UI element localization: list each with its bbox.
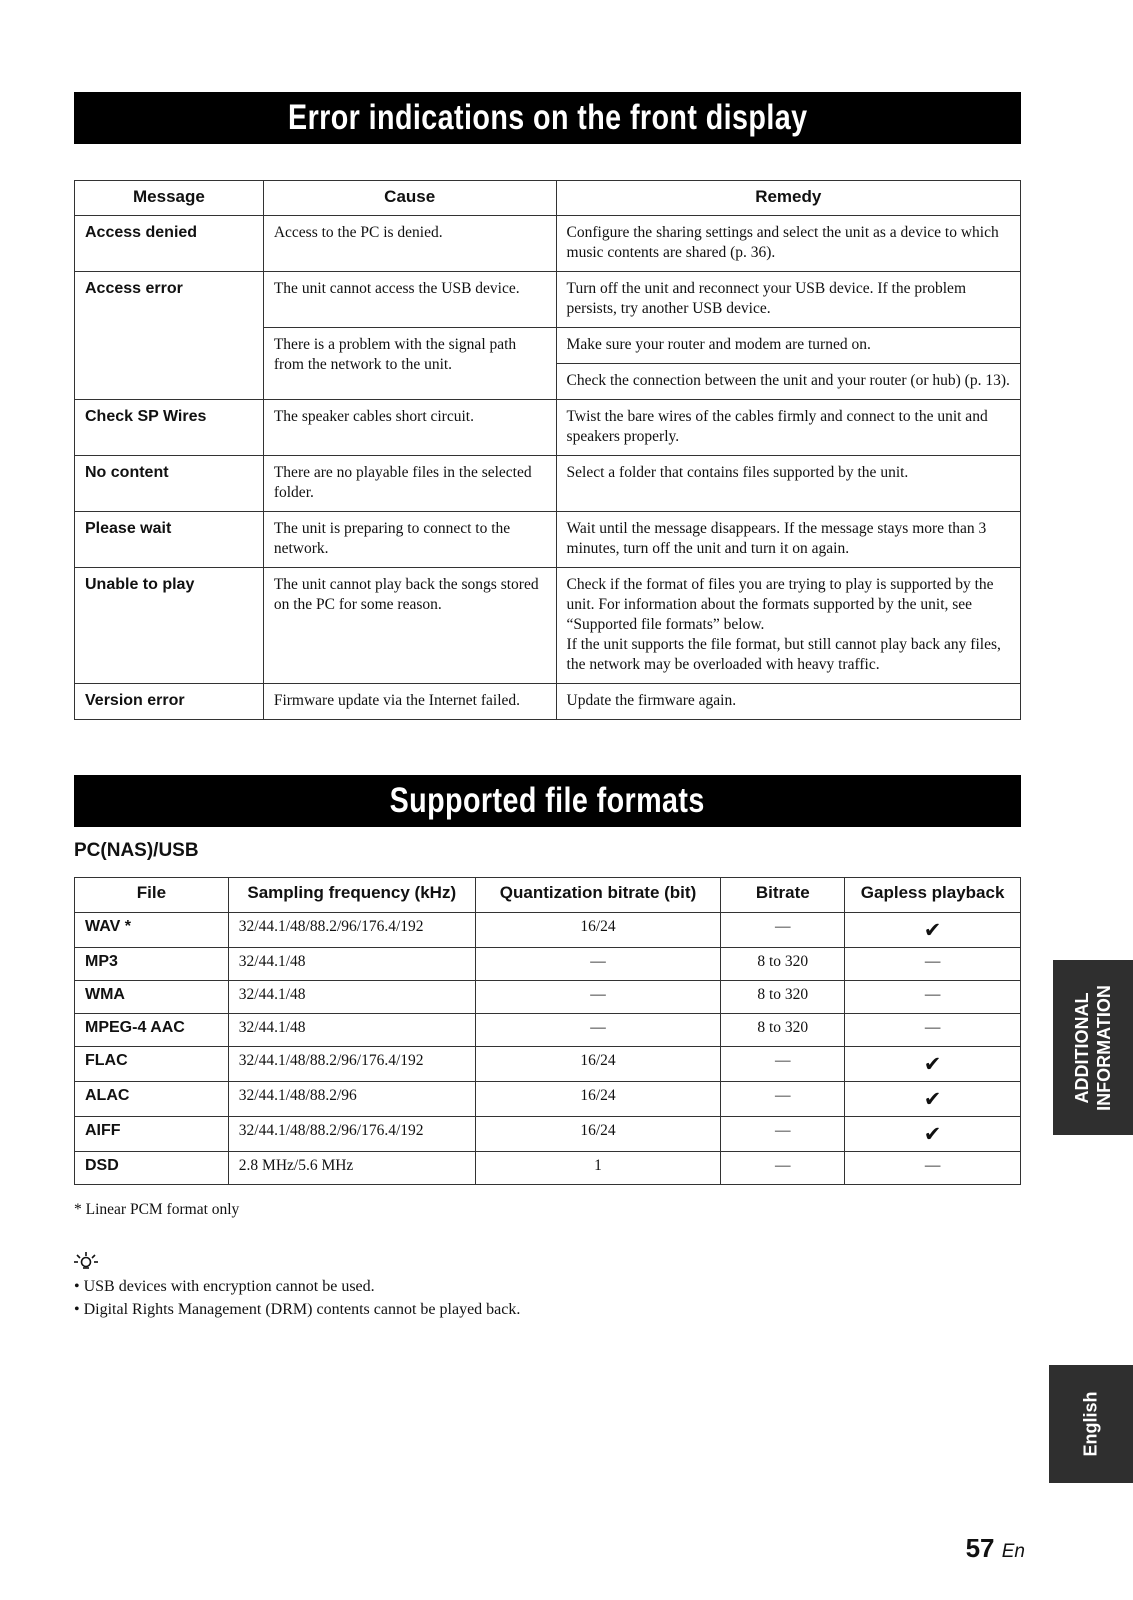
format-gapless-playback: ✔ bbox=[845, 913, 1021, 948]
formats-table bbox=[74, 877, 1021, 1185]
format-file: MP3 bbox=[75, 948, 229, 981]
format-bitrate: 8 to 320 bbox=[721, 981, 845, 1014]
formats-table-header bbox=[75, 878, 1021, 913]
error-remedy: Select a folder that contains files supported by the unit. bbox=[556, 456, 1020, 512]
tab-label: English bbox=[1080, 1391, 1101, 1457]
error-section-title: Error indications on the front display bbox=[74, 92, 1021, 144]
page-language: En bbox=[1001, 1541, 1025, 1562]
error-remedy: Wait until the message disappears. If the message stays more than 3 minutes, turn off the unit and turn it on again. bbox=[556, 512, 1020, 568]
error-remedy-line: Check if the format of files you are trying to play is supported by the unit. For information about the formats supported by the unit, see “Supported file formats” below. bbox=[566, 576, 994, 633]
format-gapless-playback: ✔ bbox=[845, 1117, 1021, 1152]
error-message: Check SP Wires bbox=[75, 400, 264, 456]
page-number-value: 57 bbox=[965, 1533, 995, 1563]
format-sampling-frequency: 32/44.1/48 bbox=[228, 1014, 475, 1047]
header-remedy: Remedy bbox=[556, 181, 1020, 216]
format-bitrate: 8 to 320 bbox=[721, 1014, 845, 1047]
notes-list bbox=[74, 1275, 520, 1321]
error-message: Access denied bbox=[75, 216, 264, 272]
lightbulb-icon bbox=[73, 1251, 99, 1271]
error-table bbox=[74, 180, 1021, 720]
format-sampling-frequency: 32/44.1/48/88.2/96 bbox=[228, 1082, 475, 1117]
format-sampling-frequency: 32/44.1/48/88.2/96/176.4/192 bbox=[228, 913, 475, 948]
table-row bbox=[75, 216, 1021, 272]
section-tab-additional-information[interactable] bbox=[1053, 960, 1133, 1135]
error-cause: Access to the PC is denied. bbox=[263, 216, 556, 272]
format-gapless-playback: ✔ bbox=[845, 1047, 1021, 1082]
format-quantization-bitrate: — bbox=[475, 948, 721, 981]
format-gapless-playback: ✔ bbox=[845, 1082, 1021, 1117]
table-row bbox=[75, 1117, 1021, 1152]
header-cause: Cause bbox=[263, 181, 556, 216]
format-file: WAV * bbox=[75, 913, 229, 948]
table-row bbox=[75, 568, 1021, 684]
format-quantization-bitrate: 16/24 bbox=[475, 1047, 721, 1082]
format-sampling-frequency: 32/44.1/48 bbox=[228, 948, 475, 981]
error-remedy: Update the firmware again. bbox=[556, 684, 1020, 720]
format-bitrate: — bbox=[721, 1047, 845, 1082]
format-file: AIFF bbox=[75, 1117, 229, 1152]
header-bitrate: Bitrate bbox=[721, 878, 845, 913]
tab-label-line: INFORMATION bbox=[1094, 984, 1114, 1111]
format-bitrate: 8 to 320 bbox=[721, 948, 845, 981]
header-quantization-bitrate: Quantization bitrate (bit) bbox=[475, 878, 721, 913]
format-bitrate: — bbox=[721, 913, 845, 948]
table-row bbox=[75, 1014, 1021, 1047]
format-gapless-playback: — bbox=[845, 981, 1021, 1014]
error-message: No content bbox=[75, 456, 264, 512]
error-remedy: Twist the bare wires of the cables firmly and connect to the unit and speakers properly. bbox=[556, 400, 1020, 456]
table-row bbox=[75, 512, 1021, 568]
format-bitrate: — bbox=[721, 1082, 845, 1117]
error-message: Version error bbox=[75, 684, 264, 720]
footnote: * Linear PCM format only bbox=[74, 1201, 240, 1218]
format-quantization-bitrate: 16/24 bbox=[475, 1082, 721, 1117]
table-row bbox=[75, 400, 1021, 456]
tab-label-line: ADDITIONAL bbox=[1072, 992, 1092, 1103]
format-file: FLAC bbox=[75, 1047, 229, 1082]
error-cause: The speaker cables short circuit. bbox=[263, 400, 556, 456]
format-quantization-bitrate: 1 bbox=[475, 1152, 721, 1185]
error-cause: There is a problem with the signal path from the network to the unit. bbox=[263, 328, 556, 400]
header-file: File bbox=[75, 878, 229, 913]
format-gapless-playback: — bbox=[845, 1014, 1021, 1047]
format-bitrate: — bbox=[721, 1152, 845, 1185]
table-row bbox=[75, 948, 1021, 981]
format-quantization-bitrate: — bbox=[475, 981, 721, 1014]
table-row bbox=[75, 1152, 1021, 1185]
error-cause: The unit is preparing to connect to the network. bbox=[263, 512, 556, 568]
header-message: Message bbox=[75, 181, 264, 216]
error-remedy: Configure the sharing settings and select the unit as a device to which music contents are shared (p. 36). bbox=[556, 216, 1020, 272]
table-row bbox=[75, 272, 1021, 328]
note-item: • Digital Rights Management (DRM) contents cannot be played back. bbox=[74, 1301, 521, 1318]
formats-section-title: Supported file formats bbox=[74, 775, 1021, 827]
format-file: MPEG-4 AAC bbox=[75, 1014, 229, 1047]
error-table-header bbox=[75, 181, 1021, 216]
format-sampling-frequency: 32/44.1/48/88.2/96/176.4/192 bbox=[228, 1047, 475, 1082]
format-sampling-frequency: 32/44.1/48/88.2/96/176.4/192 bbox=[228, 1117, 475, 1152]
table-row bbox=[75, 456, 1021, 512]
format-quantization-bitrate: 16/24 bbox=[475, 913, 721, 948]
error-cause: Firmware update via the Internet failed. bbox=[263, 684, 556, 720]
format-sampling-frequency: 32/44.1/48 bbox=[228, 981, 475, 1014]
error-remedy-line: If the unit supports the file format, but still cannot play back any files, the network may be overloaded with heavy traffic. bbox=[566, 636, 1001, 673]
table-row bbox=[75, 1082, 1021, 1117]
error-message: Unable to play bbox=[75, 568, 264, 684]
error-message: Please wait bbox=[75, 512, 264, 568]
error-remedy: Check the connection between the unit and your router (or hub) (p. 13). bbox=[556, 364, 1020, 400]
table-row bbox=[75, 913, 1021, 948]
format-quantization-bitrate: — bbox=[475, 1014, 721, 1047]
error-cause: The unit cannot access the USB device. bbox=[263, 272, 556, 328]
note-item: • USB devices with encryption cannot be used. bbox=[74, 1278, 375, 1295]
format-quantization-bitrate: 16/24 bbox=[475, 1117, 721, 1152]
language-tab-english[interactable] bbox=[1049, 1365, 1133, 1483]
formats-subtitle: PC(NAS)/USB bbox=[74, 840, 199, 861]
format-gapless-playback: — bbox=[845, 1152, 1021, 1185]
page-number bbox=[966, 1533, 1025, 1564]
error-cause: The unit cannot play back the songs stored on the PC for some reason. bbox=[263, 568, 556, 684]
error-remedy bbox=[556, 568, 1020, 684]
error-message: Access error bbox=[75, 272, 264, 400]
format-file: WMA bbox=[75, 981, 229, 1014]
format-bitrate: — bbox=[721, 1117, 845, 1152]
header-gapless-playback: Gapless playback bbox=[845, 878, 1021, 913]
format-sampling-frequency: 2.8 MHz/5.6 MHz bbox=[228, 1152, 475, 1185]
table-row bbox=[75, 1047, 1021, 1082]
error-remedy: Make sure your router and modem are turned on. bbox=[556, 328, 1020, 364]
format-file: ALAC bbox=[75, 1082, 229, 1117]
header-sampling-frequency: Sampling frequency (kHz) bbox=[228, 878, 475, 913]
error-cause: There are no playable files in the selected folder. bbox=[263, 456, 556, 512]
error-remedy: Turn off the unit and reconnect your USB device. If the problem persists, try another USB device. bbox=[556, 272, 1020, 328]
table-row bbox=[75, 981, 1021, 1014]
format-gapless-playback: — bbox=[845, 948, 1021, 981]
format-file: DSD bbox=[75, 1152, 229, 1185]
table-row bbox=[75, 684, 1021, 720]
